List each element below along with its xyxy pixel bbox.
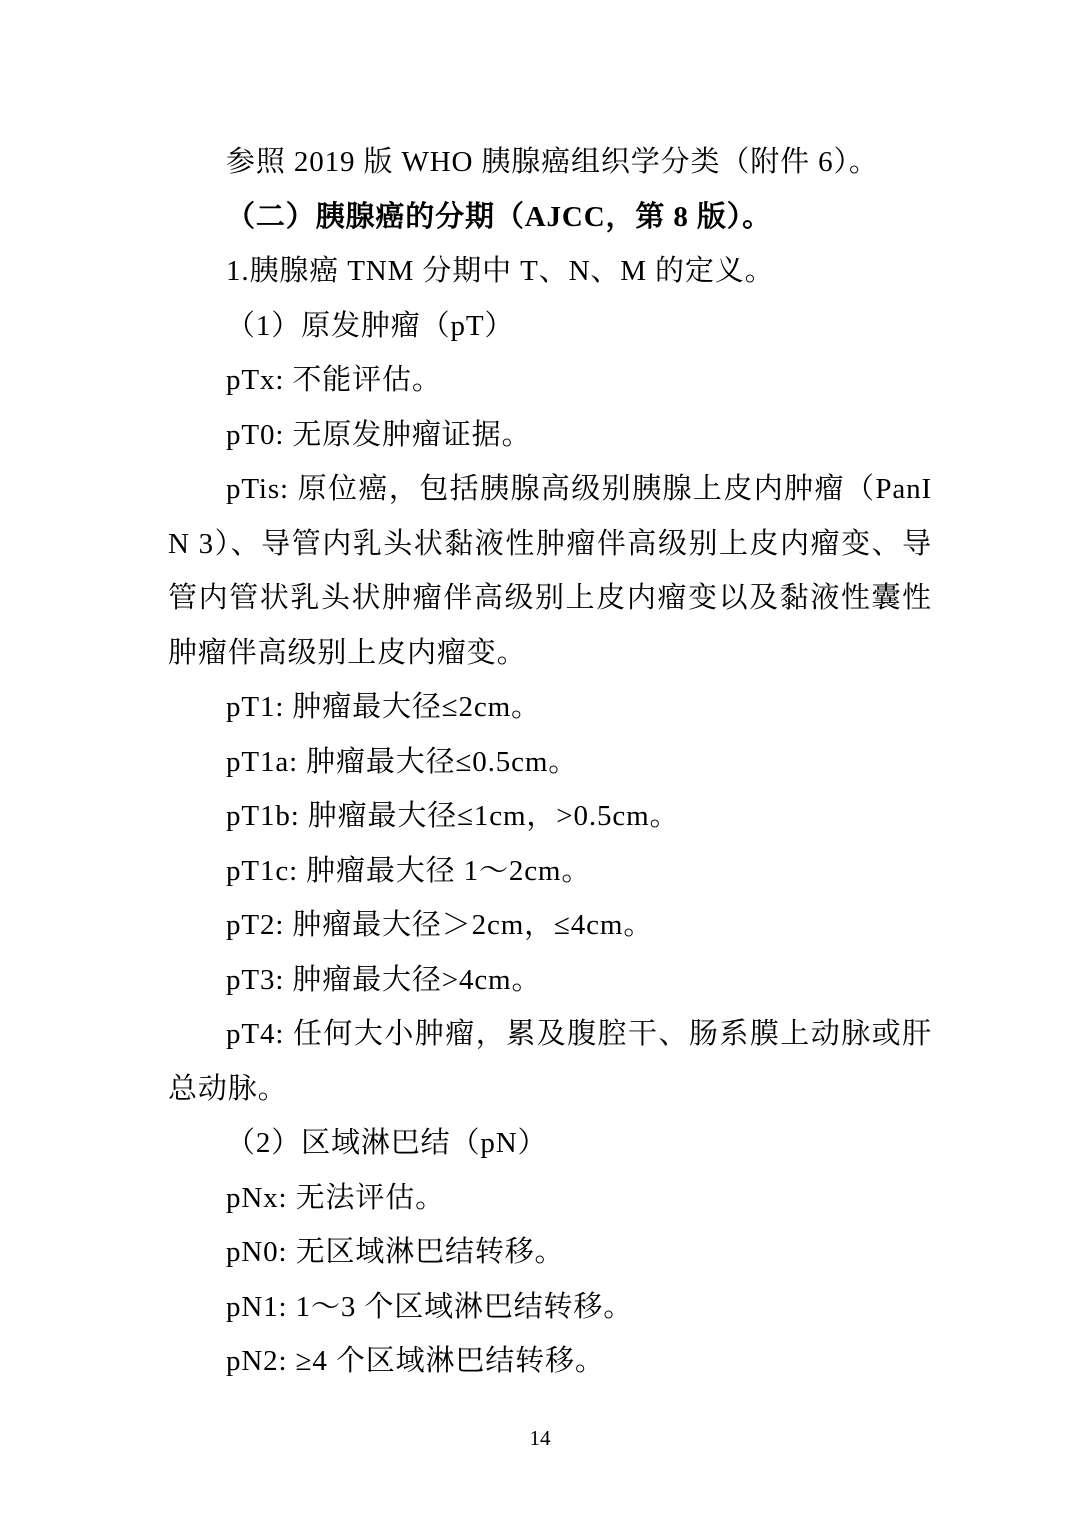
paragraph: （二）胰腺癌的分期（AJCC，第 8 版）。 — [226, 200, 772, 233]
paragraph: pT4: 任何大小肿瘤，累及腹腔干、肠系膜上动脉或肝总动脉。 — [168, 1018, 932, 1105]
paragraph: pT1a: 肿瘤最大径≤0.5cm。 — [226, 745, 579, 778]
paragraph: pT1c: 肿瘤最大径 1～2cm。 — [226, 854, 592, 887]
page-number: 14 — [529, 1426, 551, 1450]
paragraph: 1.胰腺癌 TNM 分期中 T、N、M 的定义。 — [226, 255, 775, 287]
paragraph: pN2: ≥4 个区域淋巴结转移。 — [226, 1345, 605, 1377]
paragraph: （1）原发肿瘤（pT） — [226, 309, 515, 342]
paragraph: pTx: 不能评估。 — [226, 364, 442, 396]
paragraph: pN1: 1～3 个区域淋巴结转移。 — [226, 1290, 634, 1323]
paragraph: pT0: 无原发肿瘤证据。 — [226, 418, 532, 451]
paragraph: pT1b: 肿瘤最大径≤1cm，>0.5cm。 — [226, 800, 680, 832]
paragraph: pNx: 无法评估。 — [226, 1181, 445, 1214]
document-body — [168, 135, 932, 1389]
paragraph: pT2: 肿瘤最大径＞2cm，≤4cm。 — [226, 909, 654, 941]
paragraph: pT1: 肿瘤最大径≤2cm。 — [226, 691, 541, 723]
paragraph: pN0: 无区域淋巴结转移。 — [226, 1236, 565, 1268]
paragraph: pT3: 肿瘤最大径>4cm。 — [226, 963, 542, 996]
paragraph: pTis: 原位癌，包括胰腺高级别胰腺上皮内肿瘤（PanIN 3）、导管内乳头状黏液性肿瘤伴高级别上皮内瘤变、导管内管状乳头状肿瘤伴高级别上皮内瘤变以及黏液性囊性肿瘤伴高级别上皮内瘤变。 — [168, 473, 932, 669]
paragraph: （2）区域淋巴结（pN） — [226, 1127, 548, 1159]
paragraph: 参照 2019 版 WHO 胰腺癌组织学分类（附件 6）。 — [226, 146, 879, 178]
